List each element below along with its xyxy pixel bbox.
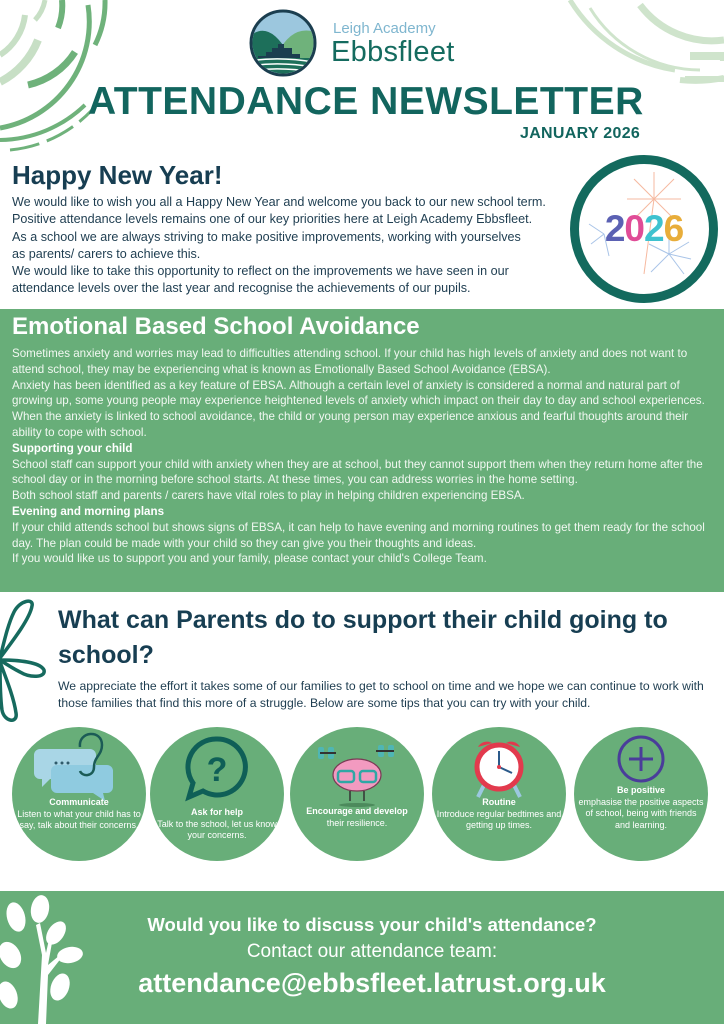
- ebsa-paragraph: Both school staff and parents / carers have vital roles to play in helping children experiencing EBSA.: [12, 489, 525, 503]
- parents-heading: What can Parents do to support their child going to school?: [58, 606, 668, 669]
- tip-text: emphasise the positive aspects of school, being with friends and learning.: [578, 796, 704, 830]
- logo-text-trust: Leigh Academy: [333, 20, 436, 37]
- badge-digit: 2: [644, 208, 664, 249]
- newsletter-title: ATTENDANCE NEWSLETTER: [88, 80, 644, 123]
- ebsa-paragraph: Sometimes anxiety and worries may lead to difficulties attending school. If your child has high levels of anxiety and does not want to attend school, they may be experiencing what is known as Emotionally Based School Avoidance (EBSA).: [12, 347, 688, 376]
- tip-title: Encourage and develop: [306, 806, 408, 816]
- badge-digit: 6: [663, 208, 684, 249]
- newsletter-date: JANUARY 2026: [520, 125, 641, 142]
- brain-weights-icon: [290, 727, 424, 861]
- badge-digit: 2: [604, 208, 625, 249]
- hny-line: attendance levels over the last year and recognise the achievements of our pupils.: [12, 281, 471, 296]
- svg-text:?: ?: [206, 751, 228, 789]
- hny-line: As a school we are always striving to make positive improvements, working with yourselves: [12, 229, 521, 244]
- tip-title: Ask for help: [190, 807, 243, 817]
- tip-card-communicate: [12, 727, 146, 861]
- happy-new-year-body: [12, 194, 572, 298]
- hny-line: as parents/ carers to achieve this.: [12, 246, 201, 261]
- ebsa-paragraph: School staff can support your child with anxiety when they are at school, but they cannot support them when they return home after the school day or in the morning before school starts. At these times, you can address worries in the home setting.: [12, 457, 703, 487]
- ebsa-subheading: Evening and morning plans: [12, 504, 165, 518]
- tip-card-encourage: [290, 727, 424, 861]
- parents-intro: We appreciate the effort it takes some of our families to get to school on time and we hope we can continue to work with those families that find this more of a struggle. Below are some tips that you can try with your child.: [58, 679, 704, 710]
- badge-year: [579, 208, 709, 250]
- tip-text: Introduce regular bedtimes and getting up times.: [436, 808, 562, 830]
- ebsa-paragraph: Anxiety has been identified as a key feature of EBSA. Although a certain level of anxiety is considered a normal and natural part of growing up, some young people may experience heightened levels of anxiety which impact on their day to day and school experiences.: [12, 378, 705, 408]
- hny-line: We would like to take this opportunity to reflect on the improvements we have seen in our: [12, 264, 509, 279]
- tip-text: their resilience.: [326, 817, 388, 828]
- ebsa-paragraph: If you would like us to support you and your family, please contact your child's College Team.: [12, 552, 487, 566]
- contact-question: Would you like to discuss your child's attendance?: [147, 914, 597, 935]
- tip-card-ask-for-help: [150, 727, 284, 861]
- ebsa-paragraph: If your child attends school but shows signs of EBSA, it can help to have evening and morning routines to get them ready for the school day. The plan could be made with your child so they can give you their thoughts and ideas.: [12, 520, 705, 550]
- logo-text-school: Ebbsfleet: [331, 36, 455, 68]
- tip-card-routine: [432, 727, 566, 861]
- happy-new-year-heading: Happy New Year!: [12, 160, 223, 190]
- tip-text: Listen to what your child has to say, talk about their concerns.: [17, 808, 141, 830]
- ebsa-subheading: Supporting your child: [12, 441, 133, 455]
- hny-line: Positive attendance levels remains one of our key priorities here at Leigh Academy Ebbsfleet.: [12, 212, 533, 227]
- ebsa-heading: Emotional Based School Avoidance: [12, 313, 420, 340]
- badge-digit: 0: [624, 208, 644, 249]
- tip-text: Talk to the school, let us know your concerns.: [157, 818, 277, 840]
- speech-bubbles-ear-icon: [12, 727, 146, 861]
- tip-title: Communicate: [49, 797, 109, 807]
- tip-card-be-positive: [574, 727, 708, 861]
- ebsa-paragraph: When the anxiety is linked to school avoidance, the child or young person may experience anxious and fearful thoughts around their ability to cope with school.: [12, 410, 689, 439]
- alarm-clock-icon: [432, 727, 566, 861]
- tip-title: Be positive: [616, 785, 665, 795]
- new-year-badge: [570, 155, 718, 303]
- contact-label: Contact our attendance team:: [246, 941, 498, 962]
- school-logo: [248, 8, 318, 78]
- contact-email-link[interactable]: attendance@ebbsfleet.latrust.org.uk: [138, 968, 606, 998]
- flower-outline-icon: [0, 598, 52, 726]
- hny-line: We would like to wish you all a Happy New Year and welcome you back to our new school term.: [12, 195, 546, 209]
- decorative-arcs-top-right: [560, 0, 724, 90]
- ebsa-body: [12, 346, 720, 567]
- tip-title: Routine: [482, 797, 516, 807]
